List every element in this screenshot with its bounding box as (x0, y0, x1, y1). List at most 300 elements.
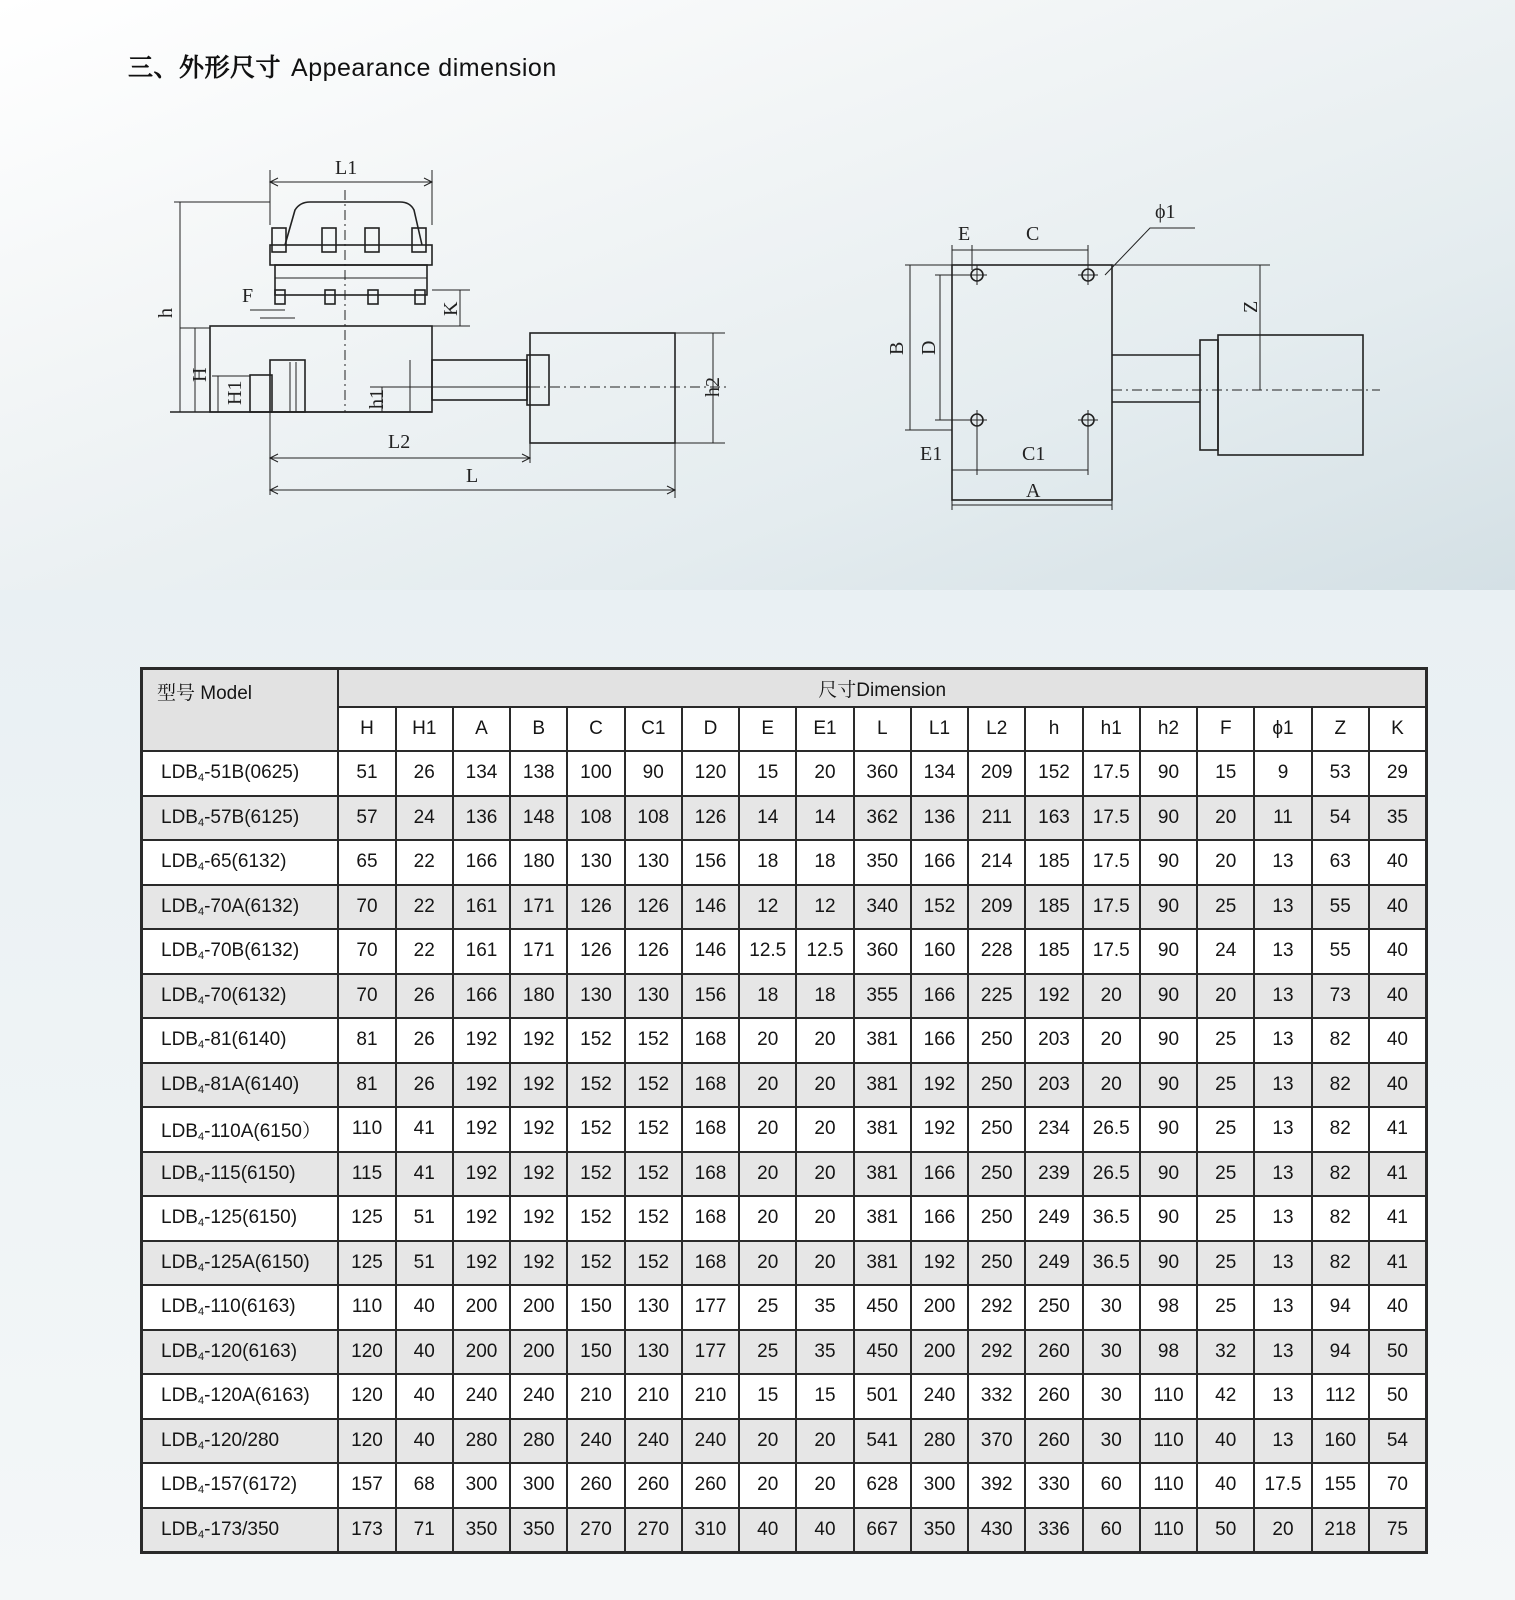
value-cell: 20 (1197, 840, 1254, 885)
section-title-cn: 三、外形尺寸 (128, 54, 282, 82)
value-cell: 280 (510, 1419, 567, 1464)
value-cell: 90 (1140, 1107, 1197, 1152)
value-cell: 40 (396, 1330, 453, 1375)
value-cell: 90 (1140, 751, 1197, 796)
value-cell: 20 (796, 1419, 853, 1464)
table-row (142, 751, 1427, 796)
model-prefix: LDB (161, 1162, 198, 1184)
value-cell: 166 (911, 974, 968, 1019)
value-cell: 168 (682, 1196, 739, 1241)
value-cell: 192 (911, 1107, 968, 1152)
value-cell: 90 (1140, 796, 1197, 841)
value-cell: 134 (911, 751, 968, 796)
value-cell: 541 (854, 1419, 911, 1464)
value-cell: 130 (625, 840, 682, 885)
model-subscript: 4 (197, 861, 205, 874)
value-cell: 26 (396, 1018, 453, 1063)
value-cell: 90 (1140, 1241, 1197, 1286)
value-cell: 40 (1197, 1419, 1254, 1464)
value-cell: 110 (1140, 1374, 1197, 1419)
model-prefix: LDB (161, 1073, 198, 1095)
value-cell: 55 (1312, 929, 1369, 974)
value-cell: 200 (510, 1285, 567, 1330)
value-cell: 192 (510, 1107, 567, 1152)
value-cell: 13 (1254, 1152, 1311, 1197)
value-cell: 130 (625, 974, 682, 1019)
model-suffix: -110(6163) (204, 1296, 296, 1318)
model-suffix: -157(6172) (204, 1474, 298, 1496)
value-cell: 13 (1254, 1241, 1311, 1286)
column-header: Z (1312, 707, 1369, 751)
value-cell: 177 (682, 1330, 739, 1375)
value-cell: 138 (510, 751, 567, 796)
model-cell (142, 1241, 339, 1286)
value-cell: 20 (796, 1018, 853, 1063)
model-suffix: -173/350 (204, 1518, 280, 1540)
value-cell: 200 (510, 1330, 567, 1375)
value-cell: 20 (796, 751, 853, 796)
value-cell: 152 (567, 1241, 624, 1286)
column-header: h2 (1140, 707, 1197, 751)
value-cell: 40 (1369, 885, 1427, 930)
value-cell: 98 (1140, 1330, 1197, 1375)
model-cell (142, 1285, 339, 1330)
value-cell: 152 (625, 1196, 682, 1241)
value-cell: 152 (567, 1196, 624, 1241)
column-header: H1 (396, 707, 453, 751)
value-cell: 450 (854, 1285, 911, 1330)
value-cell: 20 (739, 1063, 796, 1108)
value-cell: 13 (1254, 1107, 1311, 1152)
value-cell: 130 (625, 1330, 682, 1375)
value-cell: 14 (796, 796, 853, 841)
value-cell: 50 (1369, 1374, 1427, 1419)
value-cell: 26.5 (1083, 1152, 1140, 1197)
value-cell: 180 (510, 974, 567, 1019)
value-cell: 41 (1369, 1196, 1427, 1241)
value-cell: 450 (854, 1330, 911, 1375)
value-cell: 22 (396, 885, 453, 930)
model-subscript: 4 (197, 1083, 205, 1096)
model-subscript: 4 (197, 1172, 205, 1185)
value-cell: 41 (396, 1152, 453, 1197)
value-cell: 40 (796, 1508, 853, 1553)
value-cell: 12 (739, 885, 796, 930)
value-cell: 250 (968, 1063, 1025, 1108)
value-cell: 192 (911, 1241, 968, 1286)
table-row (142, 1196, 1427, 1241)
table-row (142, 1063, 1427, 1108)
table-row (142, 1330, 1427, 1375)
value-cell: 13 (1254, 1063, 1311, 1108)
value-cell: 51 (396, 1196, 453, 1241)
value-cell: 32 (1197, 1330, 1254, 1375)
value-cell: 209 (968, 885, 1025, 930)
label-h: h (155, 308, 177, 318)
table-row (142, 1508, 1427, 1553)
value-cell: 29 (1369, 751, 1427, 796)
value-cell: 136 (911, 796, 968, 841)
value-cell: 430 (968, 1508, 1025, 1553)
value-cell: 136 (453, 796, 510, 841)
value-cell: 90 (1140, 1063, 1197, 1108)
model-cell (142, 796, 339, 841)
model-suffix: -125A(6150) (204, 1251, 310, 1273)
value-cell: 25 (1197, 1285, 1254, 1330)
value-cell: 17.5 (1083, 840, 1140, 885)
value-cell: 13 (1254, 1285, 1311, 1330)
value-cell: 192 (1025, 974, 1082, 1019)
value-cell: 125 (338, 1196, 395, 1241)
value-cell: 25 (1197, 1241, 1254, 1286)
model-subscript: 4 (197, 1261, 205, 1274)
label-H: H (189, 367, 211, 382)
model-suffix: -70(6132) (204, 984, 287, 1006)
value-cell: 240 (682, 1419, 739, 1464)
value-cell: 15 (739, 751, 796, 796)
value-cell: 152 (567, 1063, 624, 1108)
model-suffix: -120A(6163) (204, 1385, 310, 1407)
value-cell: 112 (1312, 1374, 1369, 1419)
label-Z: Z (1240, 300, 1262, 313)
value-cell: 152 (625, 1241, 682, 1286)
table-row (142, 1463, 1427, 1508)
value-cell: 108 (625, 796, 682, 841)
plan-view-drawing (880, 190, 1410, 520)
table-row (142, 840, 1427, 885)
value-cell: 300 (510, 1463, 567, 1508)
value-cell: 249 (1025, 1196, 1082, 1241)
value-cell: 168 (682, 1063, 739, 1108)
value-cell: 40 (1369, 1063, 1427, 1108)
value-cell: 40 (396, 1285, 453, 1330)
value-cell: 150 (567, 1285, 624, 1330)
value-cell: 50 (1369, 1330, 1427, 1375)
value-cell: 218 (1312, 1508, 1369, 1553)
value-cell: 126 (567, 929, 624, 974)
value-cell: 350 (510, 1508, 567, 1553)
value-cell: 82 (1312, 1152, 1369, 1197)
value-cell: 41 (1369, 1241, 1427, 1286)
value-cell: 110 (338, 1107, 395, 1152)
value-cell: 11 (1254, 796, 1311, 841)
value-cell: 166 (911, 1196, 968, 1241)
label-H1: H1 (224, 380, 246, 405)
value-cell: 152 (1025, 751, 1082, 796)
value-cell: 280 (453, 1419, 510, 1464)
value-cell: 70 (338, 974, 395, 1019)
model-cell (142, 1419, 339, 1464)
value-cell: 161 (453, 929, 510, 974)
value-cell: 20 (796, 1107, 853, 1152)
value-cell: 200 (911, 1285, 968, 1330)
value-cell: 260 (682, 1463, 739, 1508)
model-subscript: 4 (197, 1439, 205, 1452)
value-cell: 35 (796, 1330, 853, 1375)
value-cell: 152 (625, 1152, 682, 1197)
value-cell: 192 (453, 1196, 510, 1241)
value-cell: 171 (510, 929, 567, 974)
table-row (142, 885, 1427, 930)
table-row (142, 974, 1427, 1019)
column-header: h1 (1083, 707, 1140, 751)
value-cell: 30 (1083, 1285, 1140, 1330)
value-cell: 71 (396, 1508, 453, 1553)
model-subscript: 4 (197, 1395, 205, 1408)
model-prefix: LDB (161, 984, 198, 1006)
value-cell: 166 (453, 840, 510, 885)
value-cell: 120 (338, 1330, 395, 1375)
value-cell: 115 (338, 1152, 395, 1197)
value-cell: 40 (1369, 840, 1427, 885)
section-title (128, 48, 557, 84)
value-cell: 108 (567, 796, 624, 841)
value-cell: 336 (1025, 1508, 1082, 1553)
value-cell: 20 (1197, 796, 1254, 841)
value-cell: 192 (453, 1018, 510, 1063)
label-E: E (958, 223, 971, 245)
value-cell: 340 (854, 885, 911, 930)
value-cell: 185 (1025, 885, 1082, 930)
value-cell: 57 (338, 796, 395, 841)
value-cell: 90 (1140, 1018, 1197, 1063)
value-cell: 280 (911, 1419, 968, 1464)
model-prefix: LDB (161, 1518, 198, 1540)
value-cell: 13 (1254, 1419, 1311, 1464)
value-cell: 20 (796, 1241, 853, 1286)
value-cell: 211 (968, 796, 1025, 841)
value-cell: 63 (1312, 840, 1369, 885)
value-cell: 30 (1083, 1330, 1140, 1375)
value-cell: 110 (1140, 1419, 1197, 1464)
value-cell: 30 (1083, 1419, 1140, 1464)
value-cell: 81 (338, 1018, 395, 1063)
column-header: L1 (911, 707, 968, 751)
value-cell: 100 (567, 751, 624, 796)
value-cell: 192 (510, 1196, 567, 1241)
value-cell: 40 (396, 1374, 453, 1419)
value-cell: 12.5 (796, 929, 853, 974)
value-cell: 152 (625, 1063, 682, 1108)
value-cell: 160 (911, 929, 968, 974)
value-cell: 240 (911, 1374, 968, 1419)
model-subscript: 4 (197, 1130, 205, 1143)
model-cell (142, 1196, 339, 1241)
column-header: h (1025, 707, 1082, 751)
value-cell: 54 (1369, 1419, 1427, 1464)
value-cell: 148 (510, 796, 567, 841)
model-prefix: LDB (161, 1429, 198, 1451)
value-cell: 54 (1312, 796, 1369, 841)
value-cell: 163 (1025, 796, 1082, 841)
column-header: E1 (796, 707, 853, 751)
value-cell: 20 (1083, 974, 1140, 1019)
value-cell: 17.5 (1083, 885, 1140, 930)
value-cell: 40 (1197, 1463, 1254, 1508)
value-cell: 50 (1197, 1508, 1254, 1553)
value-cell: 260 (567, 1463, 624, 1508)
model-prefix: LDB (161, 1029, 198, 1051)
value-cell: 240 (510, 1374, 567, 1419)
value-cell: 250 (1025, 1285, 1082, 1330)
value-cell: 210 (625, 1374, 682, 1419)
value-cell: 152 (567, 1018, 624, 1063)
table-body (142, 751, 1427, 1553)
value-cell: 82 (1312, 1196, 1369, 1241)
value-cell: 192 (453, 1152, 510, 1197)
value-cell: 82 (1312, 1241, 1369, 1286)
model-cell (142, 1330, 339, 1375)
value-cell: 292 (968, 1330, 1025, 1375)
value-cell: 350 (453, 1508, 510, 1553)
model-cell (142, 1152, 339, 1197)
value-cell: 146 (682, 929, 739, 974)
value-cell: 152 (567, 1107, 624, 1152)
value-cell: 68 (396, 1463, 453, 1508)
value-cell: 26.5 (1083, 1107, 1140, 1152)
value-cell: 171 (510, 885, 567, 930)
value-cell: 40 (1369, 1018, 1427, 1063)
table-row (142, 1419, 1427, 1464)
value-cell: 185 (1025, 840, 1082, 885)
table-row (142, 1107, 1427, 1152)
label-L: L (466, 465, 479, 487)
value-cell: 18 (796, 840, 853, 885)
model-subscript: 4 (197, 772, 205, 785)
value-cell: 94 (1312, 1330, 1369, 1375)
value-cell: 177 (682, 1285, 739, 1330)
value-cell: 152 (567, 1152, 624, 1197)
model-cell (142, 1374, 339, 1419)
value-cell: 270 (567, 1508, 624, 1553)
model-cell (142, 1063, 339, 1108)
value-cell: 36.5 (1083, 1241, 1140, 1286)
value-cell: 41 (396, 1107, 453, 1152)
model-cell (142, 1508, 339, 1553)
value-cell: 250 (968, 1152, 1025, 1197)
value-cell: 180 (510, 840, 567, 885)
table-row (142, 796, 1427, 841)
value-cell: 392 (968, 1463, 1025, 1508)
model-subscript: 4 (197, 905, 205, 918)
value-cell: 260 (1025, 1374, 1082, 1419)
value-cell: 300 (453, 1463, 510, 1508)
value-cell: 350 (854, 840, 911, 885)
label-B: B (886, 341, 908, 355)
value-cell: 168 (682, 1107, 739, 1152)
value-cell: 25 (1197, 1018, 1254, 1063)
value-cell: 209 (968, 751, 1025, 796)
value-cell: 126 (682, 796, 739, 841)
value-cell: 249 (1025, 1241, 1082, 1286)
value-cell: 152 (625, 1018, 682, 1063)
value-cell: 192 (453, 1063, 510, 1108)
model-subscript: 4 (197, 950, 205, 963)
column-header: A (453, 707, 510, 751)
value-cell: 25 (739, 1285, 796, 1330)
value-cell: 90 (1140, 974, 1197, 1019)
model-prefix: LDB (161, 1120, 198, 1142)
table-row (142, 929, 1427, 974)
model-cell (142, 751, 339, 796)
value-cell: 260 (1025, 1419, 1082, 1464)
model-suffix: -120/280 (204, 1429, 280, 1451)
table-row (142, 1152, 1427, 1197)
model-subscript: 4 (197, 994, 205, 1007)
value-cell: 20 (796, 1063, 853, 1108)
value-cell: 40 (739, 1508, 796, 1553)
value-cell: 200 (911, 1330, 968, 1375)
value-cell: 150 (567, 1330, 624, 1375)
model-subscript: 4 (197, 1484, 205, 1497)
value-cell: 20 (796, 1152, 853, 1197)
value-cell: 130 (567, 974, 624, 1019)
value-cell: 134 (453, 751, 510, 796)
model-subscript: 4 (197, 1350, 205, 1363)
value-cell: 110 (1140, 1508, 1197, 1553)
front-view-drawing (150, 150, 750, 520)
value-cell: 98 (1140, 1285, 1197, 1330)
model-suffix: -120(6163) (204, 1340, 298, 1362)
value-cell: 355 (854, 974, 911, 1019)
model-suffix: -70A(6132) (204, 895, 300, 917)
label-h1: h1 (366, 389, 388, 409)
value-cell: 53 (1312, 751, 1369, 796)
value-cell: 628 (854, 1463, 911, 1508)
value-cell: 90 (1140, 1196, 1197, 1241)
model-suffix: -57B(6125) (204, 806, 300, 828)
value-cell: 130 (567, 840, 624, 885)
value-cell: 168 (682, 1152, 739, 1197)
value-cell: 260 (1025, 1330, 1082, 1375)
value-cell: 35 (1369, 796, 1427, 841)
value-cell: 360 (854, 751, 911, 796)
value-cell: 192 (510, 1152, 567, 1197)
model-prefix: LDB (161, 806, 198, 828)
value-cell: 192 (510, 1241, 567, 1286)
value-cell: 160 (1312, 1419, 1369, 1464)
model-suffix: -70B(6132) (204, 940, 300, 962)
value-cell: 30 (1083, 1374, 1140, 1419)
value-cell: 42 (1197, 1374, 1254, 1419)
model-suffix: -81A(6140) (204, 1073, 300, 1095)
value-cell: 192 (510, 1063, 567, 1108)
label-phi1: ϕ1 (1155, 201, 1176, 223)
table-row (142, 1241, 1427, 1286)
value-cell: 20 (739, 1152, 796, 1197)
value-cell: 240 (625, 1419, 682, 1464)
value-cell: 200 (453, 1285, 510, 1330)
value-cell: 82 (1312, 1107, 1369, 1152)
value-cell: 51 (338, 751, 395, 796)
value-cell: 667 (854, 1508, 911, 1553)
value-cell: 17.5 (1083, 929, 1140, 974)
column-header: C (567, 707, 624, 751)
label-A: A (1026, 480, 1041, 502)
value-cell: 40 (1369, 1285, 1427, 1330)
model-suffix: -110A(6150） (204, 1120, 321, 1142)
value-cell: 360 (854, 929, 911, 974)
value-cell: 166 (453, 974, 510, 1019)
value-cell: 130 (625, 1285, 682, 1330)
value-cell: 82 (1312, 1063, 1369, 1108)
value-cell: 332 (968, 1374, 1025, 1419)
table-row (142, 1285, 1427, 1330)
value-cell: 18 (739, 840, 796, 885)
value-cell: 41 (1369, 1152, 1427, 1197)
model-cell (142, 885, 339, 930)
value-cell: 20 (739, 1463, 796, 1508)
